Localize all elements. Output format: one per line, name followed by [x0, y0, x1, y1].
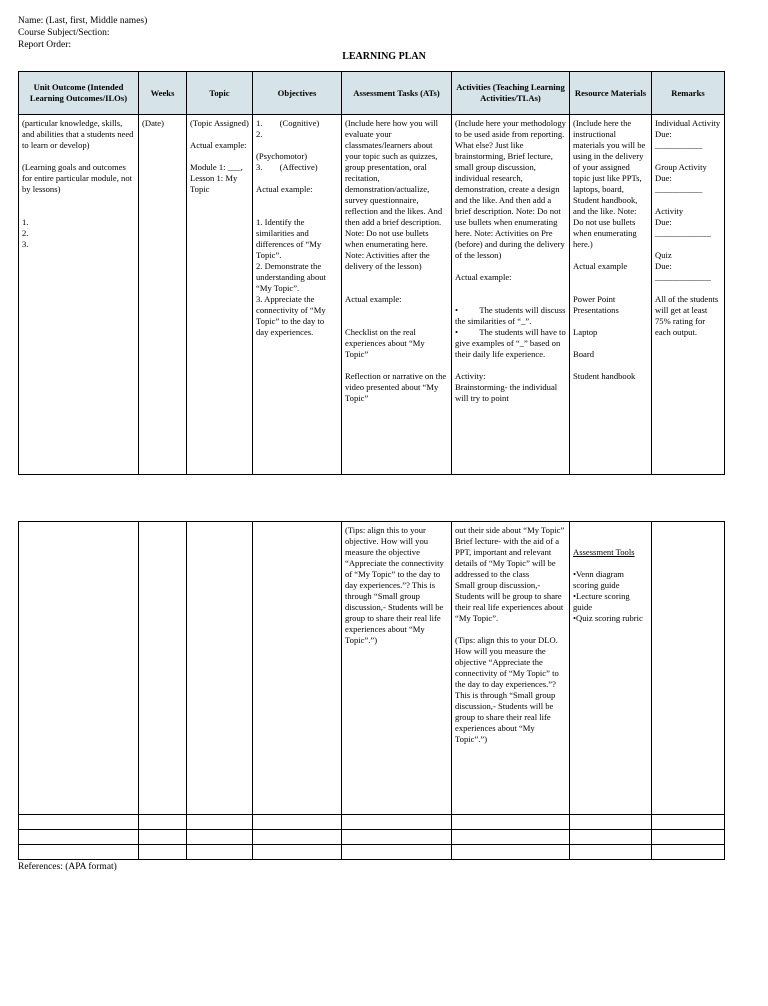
cell-text: (Psychomotor) 3. (Affective) [256, 151, 318, 172]
column-header: Resource Materials [570, 72, 652, 115]
topic-cell [187, 115, 253, 475]
cell-text: out their side about “My Topic” Brief lecture- with the aid of a PPT, important and relevant details of “My Topic” will be addressed to the class Small group discussion,- Students will be group to share their real life experiences about “My Topic”. [455, 525, 565, 623]
column-header: Objectives [253, 72, 342, 115]
activities-cell [452, 522, 570, 815]
page-title: LEARNING PLAN [342, 51, 426, 62]
cell-text: 1. Identify the similarities and differences of “My Topic”. 2. Demonstrate the understanding about “My Topic”. 3. Appreciate the connectivity of “My Topic” to the day to day experiences. [256, 217, 326, 337]
cell-text: 1. 2. 3. [22, 217, 29, 249]
cell-text: Module 1: ___, [190, 162, 243, 172]
cell-text: Activity Due: _____________ [655, 206, 711, 238]
column-header: Unit Outcome (Intended Learning Outcomes/ILOs) [19, 72, 139, 115]
assessment-tools-heading: Assessment Tools [573, 547, 635, 557]
cell-text: 1. (Cognitive) 2. [256, 118, 320, 139]
cell-text: Checklist on the real experiences about “My Topic” [345, 327, 425, 359]
cell-text: •Venn diagram scoring guide •Lecture scoring guide •Quiz scoring rubric [573, 569, 643, 623]
table-row [19, 115, 725, 475]
column-header: Activities (Teaching Learning Activities/TLAs) [452, 72, 570, 115]
learning-plan-table [18, 71, 725, 475]
cell-text: (particular knowledge, skills, and abilities that a students need to learn or develop) [22, 118, 134, 150]
cell-text: Individual Activity Due: ___________ [655, 118, 721, 150]
document-header [18, 15, 147, 51]
activities-cell [452, 115, 570, 475]
cell-text: (Topic Assigned) [190, 118, 249, 128]
learning-plan-table-continued [18, 521, 725, 860]
cell-text: Lesson 1: My Topic [190, 173, 238, 194]
cell-text: Group Activity Due: ___________ [655, 162, 707, 194]
resource-materials-cell [570, 115, 652, 475]
cell-text: Actual example [573, 261, 628, 271]
cell-text: (Tips: align this to your objective. How will you measure the objective “Appreciate the connectivity of “My Topic” to the day to day experiences.”? This is through “Small group discussion,- Students will be group to share their real life experiences about “My Topic”.”) [345, 525, 444, 645]
table-header-row [19, 72, 725, 115]
cell-text: (Date) [142, 118, 164, 128]
cell-text: All of the students will get at least 75% rating for each output. [655, 294, 719, 337]
column-header: Assessment Tasks (ATs) [342, 72, 452, 115]
cell-text: (Tips: align this to your DLO. How will you measure the objective “Appreciate the connectivity of “My Topic” to the day to day experiences.”? This is through “Small group discussion,- Students will be group to share their real life experiences about “My Topic”.”) [455, 635, 559, 744]
cell-text: Power Point Presentations [573, 294, 619, 315]
cell-text: Laptop [573, 327, 598, 337]
cell-text: Actual example: [345, 294, 402, 304]
weeks-cell [139, 522, 187, 815]
column-header: Remarks [652, 72, 725, 115]
cell-text: (Include here your methodology to be used aside from reporting. What else? Just like brainstorming, Brief lecture, small group discussion, individual research, demonstration, create a design and the like. And then add a brief description. Note: Do not use bullets when enumerating here. Note: Activities on Pre (before) and during the delivery of the lesson) [455, 118, 566, 260]
cell-text: Activity: Brainstorming- the individual will try to point [455, 371, 558, 403]
unit-outcome-cell [19, 115, 139, 475]
topic-cell [187, 522, 253, 815]
cell-text: Actual example: [190, 140, 247, 150]
cell-text: • The students will discuss the similarities of “_”. • The students will have to give examples of “_” based on their daily life experience. [455, 305, 566, 359]
course-line: Course Subject/Section: [18, 28, 110, 38]
cell-text: (Include here how you will evaluate your classmates/learners about your topic such as quizzes, group presentation, oral recitation, demonstration/actualize, survey questionnaire, reflection and the likes. And then add a brief description. Note: Do not use bullets when enumerating here. Note: Activities after the delivery of the lesson) [345, 118, 443, 271]
cell-text: (Include here the instructional materials you will be using in the delivery of your assigned topic just like PPTs, laptops, board, Student handbook, and the like. Note: Do not use bullets when enumerating here.) [573, 118, 646, 249]
table-row [19, 830, 725, 845]
cell-text: Quiz Due: _____________ [655, 250, 711, 282]
table-row [19, 845, 725, 860]
remarks-cell [652, 115, 725, 475]
remarks-cell [652, 522, 725, 815]
resource-materials-cell [570, 522, 652, 815]
cell-text: (Learning goals and outcomes for entire particular module, not by lessons) [22, 162, 133, 194]
name-line: Name: (Last, first, Middle names) [18, 16, 148, 26]
column-header: Weeks [139, 72, 187, 115]
weeks-cell [139, 115, 187, 475]
table-row [19, 815, 725, 830]
cell-text: Student handbook [573, 371, 636, 381]
column-header: Topic [187, 72, 253, 115]
references-line: References: (APA format) [18, 862, 117, 872]
objectives-cell [253, 522, 342, 815]
cell-text: Board [573, 349, 595, 359]
objectives-cell [253, 115, 342, 475]
assessment-tasks-cell [342, 522, 452, 815]
cell-text: Actual example: [256, 184, 313, 194]
unit-outcome-cell [19, 522, 139, 815]
report-order-line: Report Order: [18, 40, 72, 50]
cell-text: Actual example: [455, 272, 512, 282]
cell-text: Reflection or narrative on the video presented about “My Topic” [345, 371, 447, 403]
assessment-tasks-cell [342, 115, 452, 475]
table-row [19, 522, 725, 815]
